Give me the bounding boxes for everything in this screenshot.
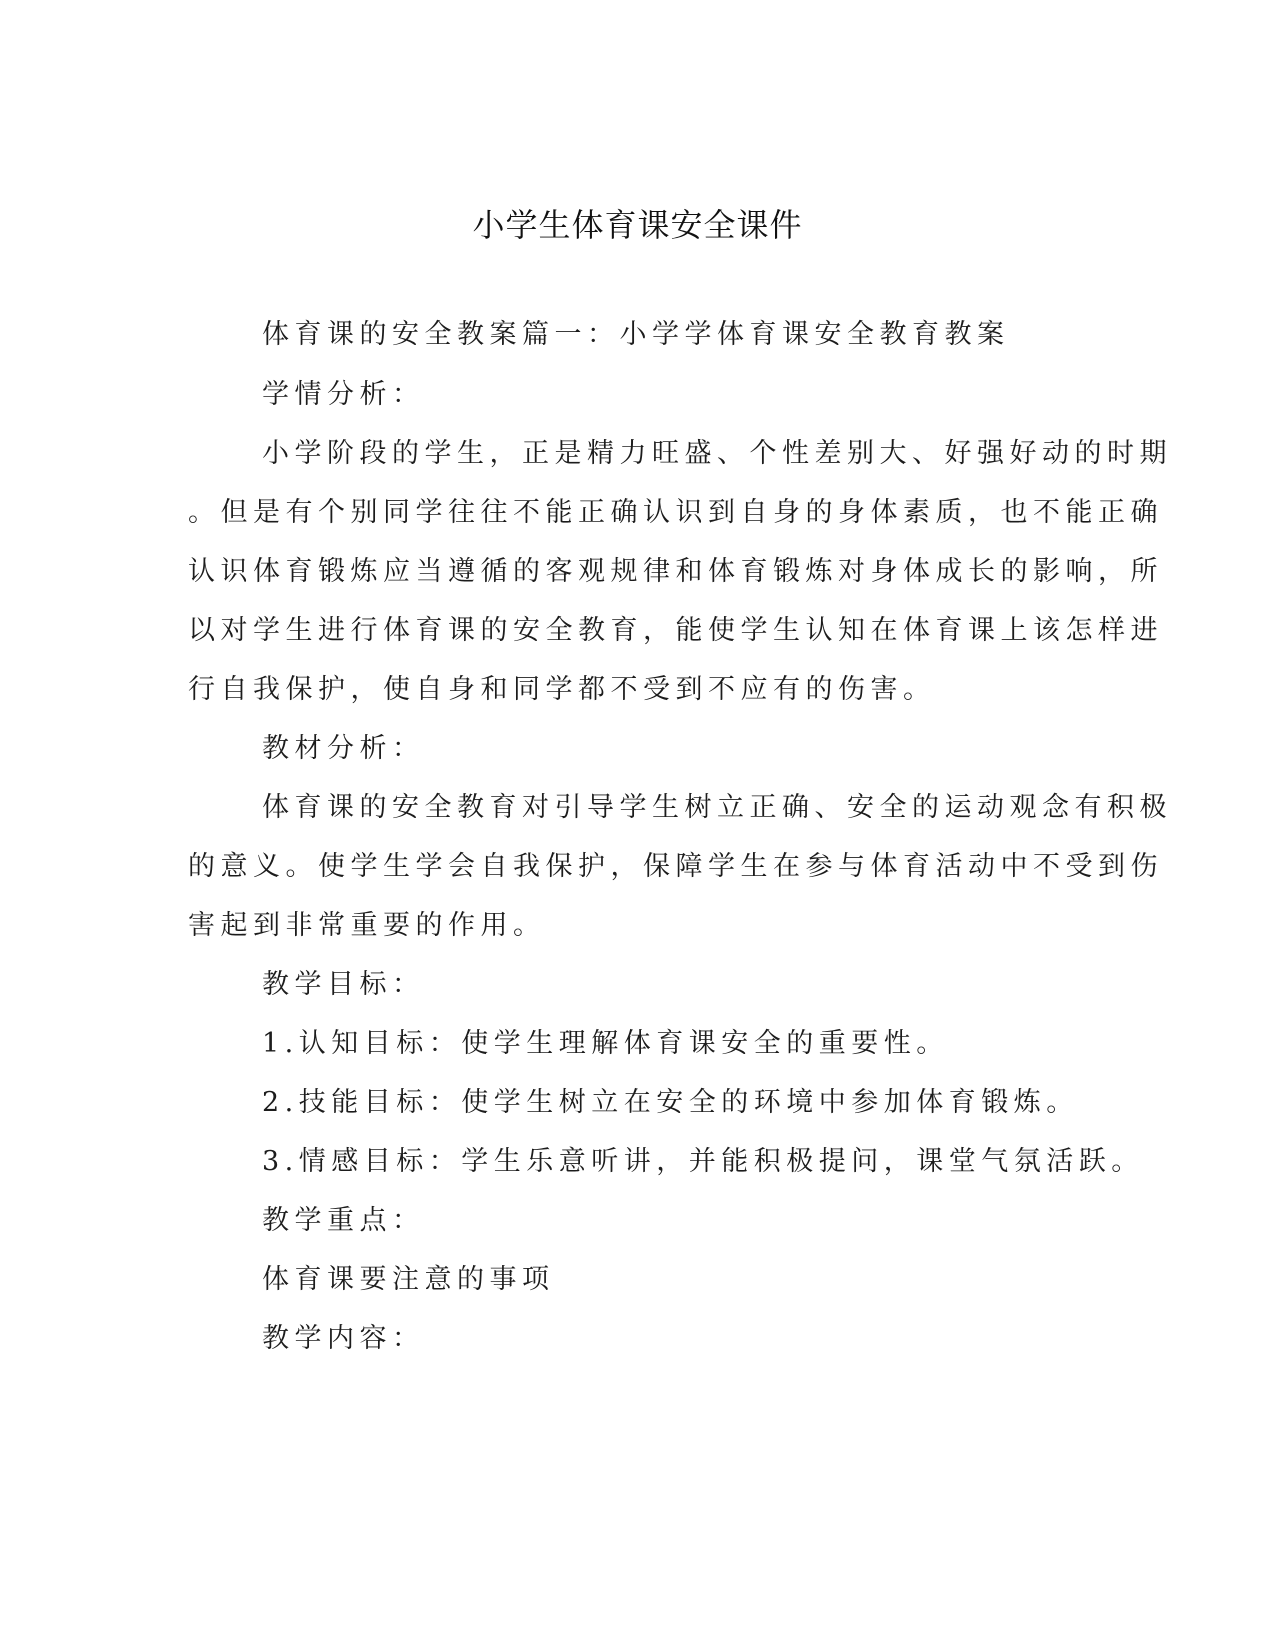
paragraph-line: 体育课要注意的事项 — [262, 1264, 555, 1295]
section-heading: 教材分析： — [262, 733, 425, 764]
paragraph-line: 行自我保护，使自身和同学都不受到不应有的伤害。 — [188, 674, 936, 705]
section-heading: 体育课的安全教案篇一：小学学体育课安全教育教案 — [262, 319, 1010, 350]
paragraph-line: 小学阶段的学生，正是精力旺盛、个性差别大、好强好动的时期 — [262, 438, 1172, 469]
paragraph-line: 的意义。使学生学会自我保护，保障学生在参与体育活动中不受到伤 — [188, 851, 1163, 882]
section-heading: 学情分析： — [262, 379, 425, 410]
paragraph-line: 体育课的安全教育对引导学生树立正确、安全的运动观念有积极 — [262, 792, 1172, 823]
section-heading: 教学内容： — [262, 1323, 425, 1354]
paragraph-line: 。但是有个别同学往往不能正确认识到自身的身体素质，也不能正确 — [188, 497, 1163, 528]
section-heading: 教学重点： — [262, 1205, 425, 1236]
paragraph-line: 以对学生进行体育课的安全教育，能使学生认知在体育课上该怎样进 — [188, 615, 1163, 646]
document-title: 小学生体育课安全课件 — [472, 206, 803, 244]
list-item: 3.情感目标：学生乐意听讲，并能积极提问，课堂气氛活跃。 — [262, 1146, 1144, 1177]
list-item: 1.认知目标：使学生理解体育课安全的重要性。 — [262, 1028, 949, 1059]
paragraph-line: 害起到非常重要的作用。 — [188, 910, 546, 941]
paragraph-line: 认识体育锻炼应当遵循的客观规律和体育锻炼对身体成长的影响，所 — [188, 556, 1163, 587]
list-item: 2.技能目标：使学生树立在安全的环境中参加体育锻炼。 — [262, 1087, 1079, 1118]
section-heading: 教学目标： — [262, 969, 425, 1000]
